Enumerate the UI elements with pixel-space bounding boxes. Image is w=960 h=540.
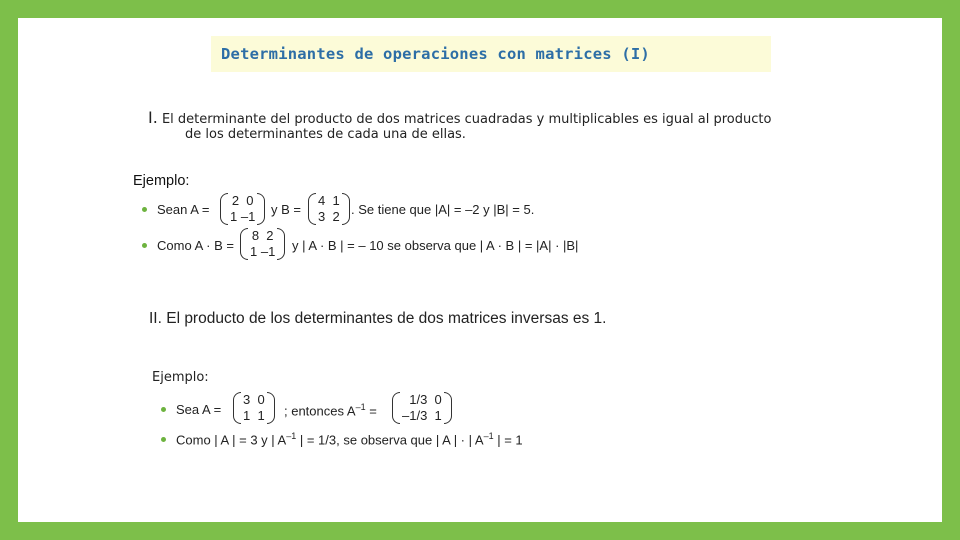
right-paren xyxy=(277,228,285,260)
matrix-a2-row1: 3 0 xyxy=(243,392,265,407)
example1-item1-post: . Se tiene que |A| = –2 y |B| = 5. xyxy=(351,202,535,217)
prop1-text-line2: de los determinantes de cada una de ellas. xyxy=(185,127,466,142)
example1-item1-pre: Sean A = xyxy=(157,202,210,217)
right-paren xyxy=(267,392,275,424)
inverse-exponent: –1 xyxy=(483,431,494,441)
right-paren xyxy=(444,392,452,424)
left-paren xyxy=(240,228,248,260)
left-paren xyxy=(392,392,400,424)
example1-item2-pre: Como A · B = xyxy=(157,238,234,253)
right-paren xyxy=(342,193,350,225)
matrix-b-row2: 3 2 xyxy=(318,209,340,224)
left-paren xyxy=(308,193,316,225)
matrix-a2-row2: 1 1 xyxy=(243,408,265,423)
prop1-numeral: I. xyxy=(148,108,158,127)
example2-label: Ejemplo: xyxy=(152,370,209,385)
example2-item2-part2: | = 1/3, se observa que | A | · | A xyxy=(299,432,484,448)
slide xyxy=(18,18,942,522)
bullet-icon xyxy=(142,243,147,248)
example2-item2 xyxy=(176,431,523,447)
bullet-icon xyxy=(142,207,147,212)
matrix-a-inverse xyxy=(392,392,452,424)
matrix-b-row1: 4 1 xyxy=(318,193,340,208)
matrix-a-inverse-row2: –1/3 1 xyxy=(402,408,442,423)
right-paren xyxy=(257,193,265,225)
example2-item2-part3: | = 1 xyxy=(497,432,523,448)
title-box xyxy=(211,36,771,72)
matrix-a2 xyxy=(233,392,275,424)
inverse-exponent: –1 xyxy=(286,431,297,441)
slide-title: Determinantes de operaciones con matrices (I) xyxy=(221,45,650,63)
matrix-a-row2: 1 –1 xyxy=(230,209,256,224)
inverse-exponent: –1 xyxy=(355,402,366,412)
matrix-ab xyxy=(240,228,285,260)
example1-label: Ejemplo: xyxy=(133,173,190,189)
prop1-line1 xyxy=(148,108,771,127)
bullet-icon xyxy=(161,437,166,442)
example2-item1-mid-post: = xyxy=(369,403,377,419)
left-paren xyxy=(233,392,241,424)
example2-item1-mid-pre: ; entonces A xyxy=(284,403,356,419)
matrix-a xyxy=(220,193,265,225)
matrix-b xyxy=(308,193,350,225)
matrix-ab-row1: 8 2 xyxy=(251,228,274,243)
bullet-icon xyxy=(161,407,166,412)
example2-item1-pre: Sea A = xyxy=(176,402,222,417)
left-paren xyxy=(220,193,228,225)
example1-item2-post: y | A · B | = – 10 se observa que | A · B | = |A| · |B| xyxy=(292,238,579,253)
prop2-text: II. El producto de los determinantes de dos matrices inversas es 1. xyxy=(149,310,607,327)
example1-item1-mid: y B = xyxy=(271,202,301,217)
matrix-a-row1: 2 0 xyxy=(231,193,254,208)
example2-item2-part1: Como | A | = 3 y | A xyxy=(176,432,287,448)
matrix-a-inverse-row1: 1/3 0 xyxy=(409,392,442,407)
prop1-text-line1: El determinante del producto de dos matrices cuadradas y multiplicables es igual al producto xyxy=(161,112,772,127)
example2-item1-mid xyxy=(284,402,377,418)
matrix-ab-row2: 1 –1 xyxy=(250,244,276,259)
